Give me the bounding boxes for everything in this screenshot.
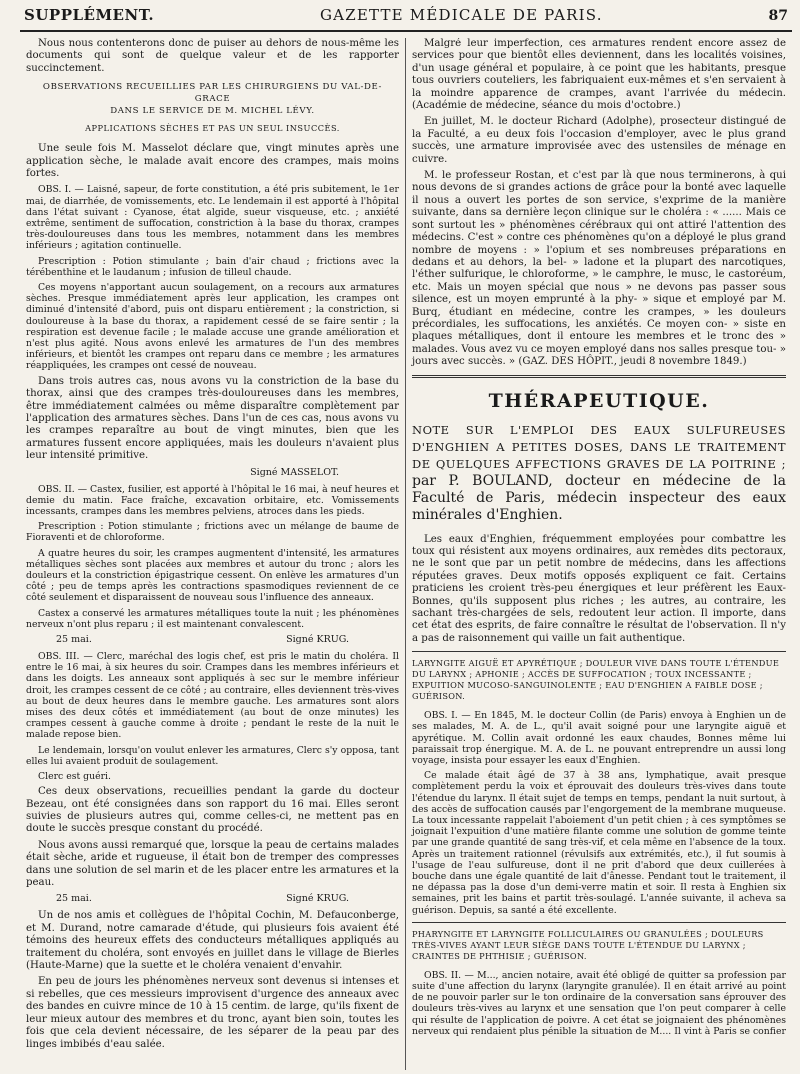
paragraph: En peu de jours les phénomènes nerveux sont devenus si intenses et si rebelles, que ces messieurs improvisent d'urgence des anneaux avec des bandes en cuivre mince de 10 à 15 centim. de large, qu'ils fixent de leur mieux autour des membres et du tronc, ayant bien soin, toutes les fois que cela devient nécessaire, de les séparer de la peau par des linges imbibés d'eau salée.: [26, 976, 399, 1050]
columns: [20, 38, 792, 1070]
paragraph: Ces deux observations, recueillies pendant la garde du docteur Bezeau, ont été consignées dans son rapport du 16 mai. Elles seront suivies de plusieurs autres qui, comme celles-ci, ne mettent pas en doute le succès presque constant du procédé.: [26, 786, 399, 835]
intro-paragraph: Nous nous contenterons donc de puiser au dehors de nous-même les documents qui sont de quelque valeur et de les rapporter succinctement.: [26, 38, 399, 74]
observation-2-cont: A quatre heures du soir, les crampes augmentent d'intensité, les armatures métalliques sèches sont placées aux membres et autour du tronc ; alors les douleurs et la constriction épigastrique cessent. On enlève les armatures d'un côté ; peu de temps après les contractions spasmodiques reviennent de ce côté seulement et disparaissent de nouveau sous l'influence des anneaux.: [26, 547, 399, 604]
observation-3-cont: Le lendemain, lorsqu'on voulut enlever les armatures, Clerc s'y opposa, tant elles lui avaient produit de soulagement.: [26, 744, 399, 767]
paragraph: Malgré leur imperfection, ces armatures rendent encore assez de services pour que bientôt elles deviennent, dans les localités voisines, d'un usage général et populaire, à ce point que les habitants, presque tous ouvriers couteliers, les fabriquaient eux-mêmes et s'en servaient à la moindre apparence de crampes, avant l'arrivée du médecin. (Académie de médecine, séance du mois d'octobre.): [412, 38, 786, 112]
section-heading-line-2: DANS LE SERVICE DE M. MICHEL LÉVY.: [110, 106, 315, 117]
running-header: [20, 6, 792, 32]
paragraph: Dans trois autres cas, nous avons vu la constriction de la base du thorax, ainsi que des crampes très-douloureuses dans les membres, être immédiatement calmées ou même disparaître complètement par l'application des armatures sèches. Dans l'un de ces cas, nous avons vu les crampes reparaître au bout de vingt minutes, bien que les armatures fussent encore appliquées, mais les douleurs n'avaient plus leur intensité primitive.: [26, 375, 399, 462]
observation-2: OBS. II. — M..., ancien notaire, avait été obligé de quitter sa profession par suite d'une affection du larynx (laryngite granulée). Il en était arrivé au point de ne pouvoir parler sur le ton ordinaire de la conversation sans éprouver des douleurs très-vives au larynx et une sensation que l'on peut comparer à celle qui résulte de l'application de poivre. A cet état se joignaient des phénomènes nerveux qui rendaient plus pénible la situation de M.... Il vint à Paris se confier: [412, 969, 786, 1037]
paragraph: Une seule fois M. Masselot déclare que, vingt minutes après une application sèche, le malade avait encore des crampes, mais moins fortes.: [26, 143, 399, 180]
divider: [412, 651, 786, 652]
observation-3: OBS. III. — Clerc, maréchal des logis chef, est pris le matin du choléra. Il entre le 16 mai, à six heures du soir. Crampes dans les membres inférieurs et dans les doigts. Les anneaux sont appliqués à sec sur le membre inférieur droit, les crampes cessent de ce côté ; au contraire, elles deviennent très-vives au bout de deux heures dans le membre gauche. Les armatures sont alors mises des deux côtés et immédiatement (au bout de onze minutes) les crampes cessent à gauche comme à droite ; pendant le reste de la nuit le malade repose bien.: [26, 650, 399, 741]
observation-3-end: Clerc est guéri.: [38, 771, 111, 782]
article-author: par P. BOULAND, docteur en médecine de la Faculté de Paris, médecin inspecteur des eaux minérales d'Enghien.: [412, 472, 786, 523]
signature-name: Signé KRUG.: [286, 893, 349, 905]
paragraph: Nous avons aussi remarqué que, lorsque la peau de certains malades était sèche, aride et rugueuse, il était bon de tremper des compresses dans une solution de sel marin et de les placer entre les armatures et la peau.: [26, 839, 399, 889]
header-journal-title: GAZETTE MÉDICALE DE PARIS.: [320, 6, 603, 24]
case-heading: LARYNGITE AIGUË ET APYRÉTIQUE ; DOULEUR VIVE DANS TOUTE L'ÉTENDUE DU LARYNX ; APHONIE ; ACCÈS DE SUFFOCATION ; TOUX INCESSANTE ; EXPUITION MUCOSO-SANGUINOLENTE ; EAU D'ENGHIEN A FAIBLE DOSE ; GUÉRISON.: [412, 658, 780, 702]
paragraph: Un de nos amis et collègues de l'hôpital Cochin, M. Defauconberge, et M. Durand, notre camarade d'étude, qui plusieurs fois avaient été témoins des heureux effets des conducteurs métalliques appliqués au traitement du choléra, sont envoyés en juillet dans le village de Bierles (Haute-Marne) que la suette et le choléra venaient d'envahir.: [26, 910, 399, 972]
paragraph: En juillet, M. le docteur Richard (Adolphe), prosecteur distingué de la Faculté, a eu deux fois l'occasion d'employer, avec le plus grand succès, une armature improvisée avec des ustensiles de ménage en cuivre.: [412, 116, 786, 165]
case-heading: PHARYNGITE ET LARYNGITE FOLLICULAIRES OU GRANULÉES ; DOULEURS TRÈS-VIVES AYANT LEUR SIÈGE DANS TOUTE L'ÉTENDUE DU LARYNX ; CRAINTES DE PHTHISIE ; GUÉRISON.: [412, 928, 764, 961]
section-title: THÉRAPEUTIQUE.: [488, 389, 710, 412]
signature-krug: [26, 634, 399, 645]
section-heading-line-1: OBSERVATIONS RECUEILLIES PAR LES CHIRURGIENS DU VAL-DE-GRACE: [42, 82, 383, 105]
observation-1-cont: Ces moyens n'apportant aucun soulagement, on a recours aux armatures sèches. Presque immédiatement après leur application, les crampes ont diminué d'intensité d'abord, puis ont disparu entièrement ; la constriction, si douloureuse à la base du thorax, a rapidement cessé de se faire sentir ; la respiration est devenue facile ; le malade accuse une grande amélioration et n'est plus agité. Nous avons enlevé les armatures de l'un des membres inférieurs, et bientôt les crampes ont reparu dans ce membre ; les armatures réappliquées, les crampes ont cessé de nouveau.: [26, 282, 399, 372]
signature-masselot: Signé MASSELOT.: [250, 466, 339, 478]
newspaper-page: [20, 6, 792, 1070]
signature-krug: [26, 893, 399, 904]
signature-date: 25 mai.: [56, 893, 92, 905]
signature-date: 25 mai.: [56, 633, 92, 645]
header-supplement: SUPPLÉMENT.: [24, 6, 155, 24]
section-heading: [26, 81, 399, 117]
section-divider: [412, 375, 786, 378]
prescription: Prescription : Potion stimulante ; bain d'air chaud ; frictions avec la térébenthine et le laudanum ; infusion de tilleul chaude.: [26, 255, 399, 278]
left-column: [20, 38, 406, 1070]
observation-1-cont: Ce malade était âgé de 37 à 38 ans, lymphatique, avait presque complètement perdu la voix et éprouvait des douleurs très-vives dans toute l'étendue du larynx. Il était sujet de temps en temps, pendant la nuit surtout, à des accès de suffocation causés par l'engorgement de la membrane muqueuse. La toux incessante rappelait l'aboiement d'un petit chien ; à ces symptômes se joignait l'expuition d'une matière filante comme une solution de gomme teinte par une grande quantité de sang très-vif, et cela même en l'absence de la toux. Après un traitement rationnel (révulsifs aux extrémités, etc.), il fut soumis à l'usage de l'eau sulfureuse, dont il ne prit d'abord que deux cuillerées à bouche dans une égale quantité de lait d'ânesse. Pendant tout le traitement, il ne dépassa pas la dose d'un demi-verre matin et soir. Il resta à Enghien six semaines, prit les bains et partit très-soulagé. L'année suivante, il acheva sa guérison. Depuis, sa santé a été excellente.: [412, 770, 786, 916]
right-column: [406, 38, 792, 1070]
observation-2-end: Castex a conservé les armatures métalliques toute la nuit ; les phénomènes nerveux n'ont plus reparu ; il est maintenant convalescent.: [26, 607, 399, 630]
subheading: APPLICATIONS SÈCHES ET PAS UN SEUL INSUCCÈS.: [85, 123, 340, 134]
observation-1: OBS. I. — Laisné, sapeur, de forte constitution, a été pris subitement, le 1er mai, de diarrhée, de vomissements, etc. Le lendemain il est apporté à l'hôpital dans l'état suivant : Cyanose, état algide, sueur visqueuse, etc. ; anxiété extrême, sentiment de suffocation, constriction à la base du thorax, crampes très-douloureuses dans tous les membres, notamment dans les membres inférieurs ; agitation continuelle.: [26, 184, 399, 252]
rostan-quote: M. le professeur Rostan, et c'est par là que nous terminerons, à qui nous devons de si grandes actions de grâce pour la bonté avec laquelle il nous a ouvert les portes de son service, s'exprime de la manière suivante, dans sa dernière leçon clinique sur le choléra : « ...... Mais ce sont surtout les » phénomènes cérébraux qui ont attiré l'attention des médecins. C'est » contre ces phénomènes qu'on a déployé le plus grand nombre de moyens : » l'opium et ses nombreuses préparations en dedans et au dehors, la bel- » ladone et la plupart des narcotiques, l'éther sulfurique, le chloroforme, » le camphre, le musc, le castoréum, etc. Mais un moyen spécial que nous » ne devons pas passer sous silence, est un moyen emprunté à la phy- » sique et employé par M. Burq, étudiant en médecine, contre les crampes, » les douleurs précordiales, les suffocations, les anxiétés. Ce moyen con- » siste en plaques métalliques, dont il entoure les membres et le tronc des » malades. Vous avez vu ce moyen employé dans nos salles presque tou- » jours avec succès. » (GAZ. DES HÔPIT., jeudi 8 novembre 1849.): [412, 170, 786, 368]
prescription: Prescription : Potion stimulante ; frictions avec un mélange de baume de Fioraventi et de chloroforme.: [26, 521, 399, 544]
article-title-caps: NOTE SUR L'EMPLOI DES EAUX SULFUREUSES D'ENGHIEN A PETITES DOSES, DANS LE TRAITEMENT DE QUELQUES AFFECTIONS GRAVES DE LA POITRINE ;: [412, 422, 786, 471]
divider: [412, 922, 786, 923]
paragraph: Les eaux d'Enghien, fréquemment employées pour combattre les toux qui résistent aux moyens ordinaires, aux remèdes dits pectoraux, ne le sont que par un petit nombre de médecins, dans les affections réputées graves. Deux motifs opposés expliquent ce fait. Certains praticiens les croient très-peu énergiques et leur préfèrent les Eaux-Bonnes, qu'ils supposent plus riches ; les autres, au contraire, les sachant très-chargées de sels, redoutent leur action. Il importe, dans cet état des esprits, de faire connaître le résultat de l'observation. Il n'y a pas de raisonnement qui vaille un fait authentique.: [412, 533, 786, 644]
observation-2: OBS. II. — Castex, fusilier, est apporté à l'hôpital le 16 mai, à neuf heures et demie du matin. Face fraîche, excavation orbitaire, etc. Vomissements incessants, crampes dans les membres pelviens, atroces dans les pieds.: [26, 483, 399, 517]
signature-name: Signé KRUG.: [286, 633, 349, 645]
observation-1: OBS. I. — En 1845, M. le docteur Collin (de Paris) envoya à Enghien un de ses malades, M. A. de L., qu'il avait soigné pour une laryngite aiguë et apyrétique. M. Collin avait ordonné les eaux chaudes, Bonnes même lui paraissait trop énergique. M. A. de L. ne pouvant entreprendre un aussi long voyage, insista pour essayer les eaux d'Enghien.: [412, 710, 786, 767]
header-page-number: 87: [768, 8, 788, 24]
article-title: [412, 422, 786, 524]
